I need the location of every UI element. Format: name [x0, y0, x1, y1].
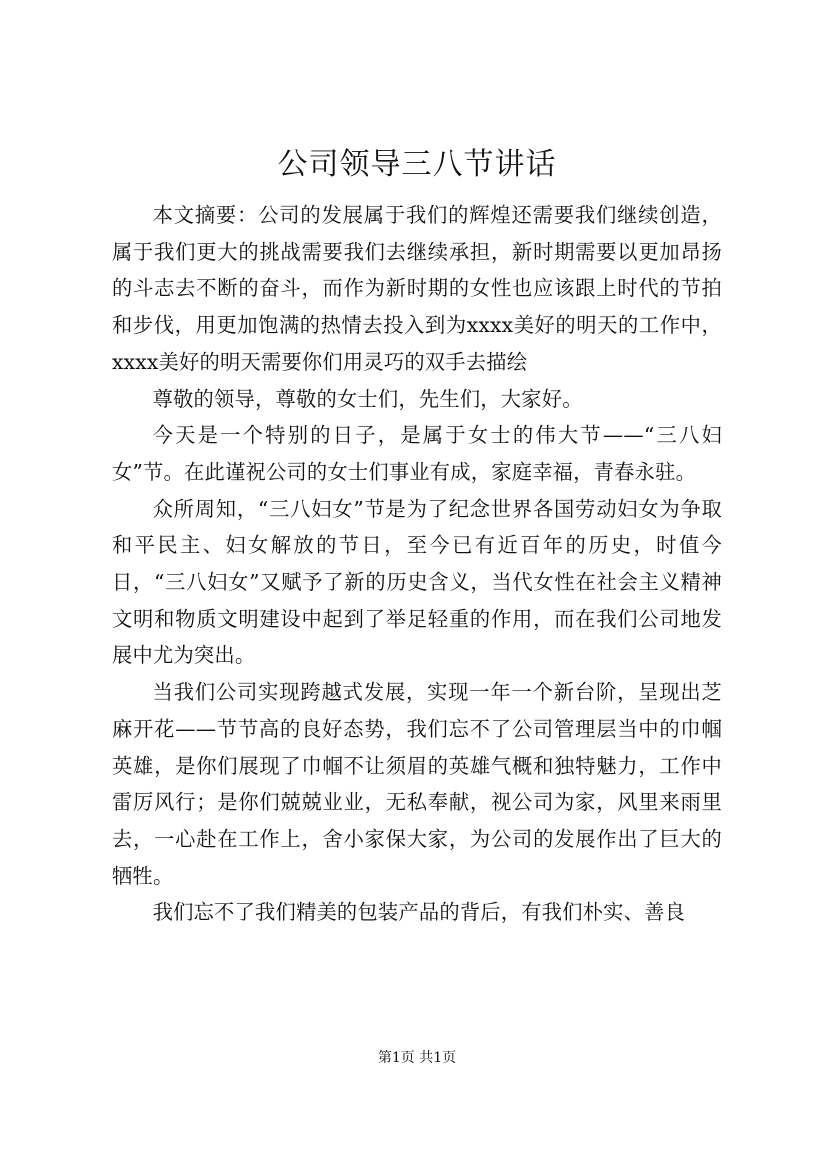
page-footer: 第1页 共1页	[377, 1050, 457, 1066]
document-title: 公司领导三八节讲话	[277, 147, 557, 182]
document-body	[112, 197, 722, 931]
paragraph-abstract: 本文摘要：公司的发展属于我们的辉煌还需要我们继续创造，属于我们更大的挑战需要我们去继续承担，新时期需要以更加昂扬的斗志去不断的奋斗，而作为新时期的女性也应该跟上时代的节拍和步伐，用更加饱满的热情去投入到为xxxx美好的明天的工作中，xxxx美好的明天需要你们用灵巧的双手去描绘	[112, 203, 722, 374]
paragraph-festival: 今天是一个特别的日子，是属于女士的伟大节——“三八妇女”节。在此谨祝公司的女士们事业有成，家庭幸福，青春永驻。	[112, 423, 722, 484]
paragraph-history: 众所周知，“三八妇女”节是为了纪念世界各国劳动妇女为争取和平民主、妇女解放的节日，至今已有近百年的历史，时值今日，“三八妇女”又赋予了新的历史含义，当代女性在社会主义精神文明和物质文明建设中起到了举足轻重的作用，而在我们公司地发展中尤为突出。	[112, 496, 722, 668]
paragraph-products: 我们忘不了我们精美的包装产品的背后，有我们朴实、善良	[152, 900, 686, 925]
paragraph-greeting: 尊敬的领导，尊敬的女士们，先生们，大家好。	[152, 386, 583, 411]
paragraph-heroines: 当我们公司实现跨越式发展，实现一年一个新台阶，呈现出芝麻开花——节节高的良好态势，我们忘不了公司管理层当中的巾帼英雄，是你们展现了巾帼不让须眉的英雄气概和独特魅力，工作中雷厉风行；是你们兢兢业业，无私奉献，视公司为家，风里来雨里去，一心赴在工作上，舍小家保大家，为公司的发展作出了巨大的牺牲。	[112, 680, 722, 888]
document-page	[112, 0, 722, 1170]
